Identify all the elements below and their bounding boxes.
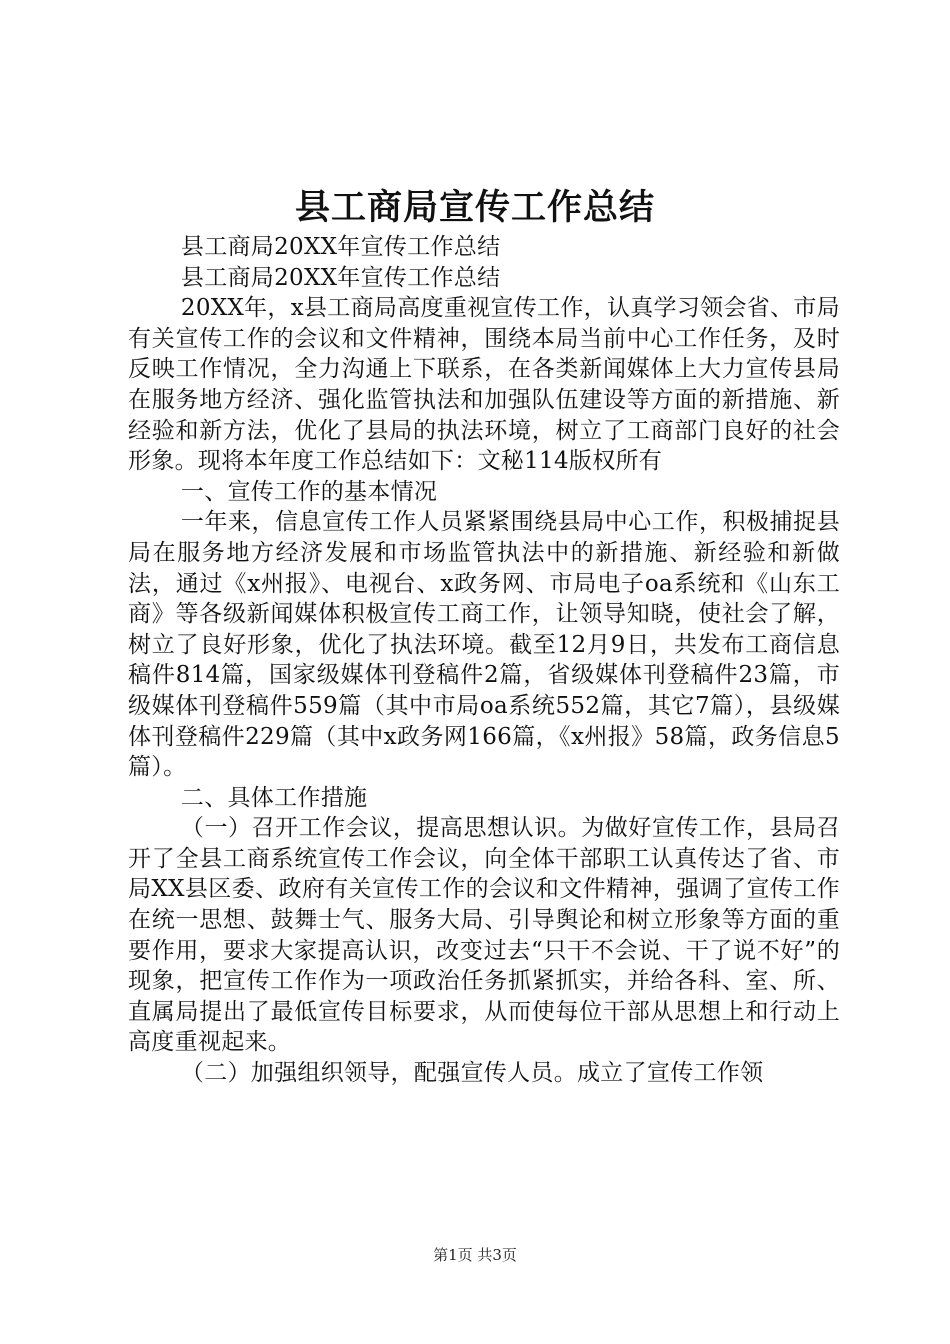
body-paragraph: 一年来，信息宣传工作人员紧紧围绕县局中心工作，积极捕捉县局在服务地方经济发展和市场监管执法中的新措施、新经验和新做法，通过《x州报》、电视台、x政务网、市局电子oa系统和《山东工商》等各级新闻媒体积极宣传工商工作，让领导知晓，使社会了解，树立了良好形象，优化了执法环境。截至12月9日，共发布工商信息稿件814篇，国家级媒体刊登稿件2篇，省级媒体刊登稿件23篇，市级媒体刊登稿件559篇（其中市局oa系统552篇，其它7篇），县级媒体刊登稿件229篇（其中x政务网166篇，《x州报》58篇，政务信息5篇）。 xyxy=(128,509,840,781)
body-paragraph: （一）召开工作会议，提高思想认识。为做好宣传工作，县局召开了全县工商系统宣传工作会议，向全体干部职工认真传达了省、市局XX县区委、政府有关宣传工作的会议和文件精神，强调了宣传工作在统一思想、鼓舞士气、服务大局、引导舆论和树立形象等方面的重要作用，要求大家提高认识，改变过去“只干不会说、干了说不好”的现象，把宣传工作作为一项政治任务抓紧抓实，并给各科、室、所、直属局提出了最低宣传目标要求，从而使每位干部从思想上和行动上高度重视起来。 xyxy=(128,815,840,1056)
section-heading: 二、具体工作措施 xyxy=(180,784,368,811)
section-heading: 一、宣传工作的基本情况 xyxy=(180,478,438,505)
body-paragraph: （二）加强组织领导，配强宣传人员。成立了宣传工作领 xyxy=(180,1060,764,1087)
document-body xyxy=(128,232,840,1089)
subtitle-line: 县工商局20XX年宣传工作总结 xyxy=(180,234,501,260)
document-title: 县工商局宣传工作总结 xyxy=(294,187,655,228)
intro-paragraph: 20XX年，x县工商局高度重视宣传工作，认真学习领会省、市局有关宣传工作的会议和文件精神，围绕本局当前中心工作任务，及时反映工作情况，全力沟通上下联系，在各类新闻媒体上大力宣传县局在服务地方经济、强化监管执法和加强队伍建设等方面的新措施、新经验和新方法，优化了县局的执法环境，树立了工商部门良好的社会形象。现将本年度工作总结如下：文秘114版权所有 xyxy=(128,295,840,475)
page-footer: 第1页 共3页 xyxy=(433,1246,517,1264)
subtitle-line: 县工商局20XX年宣传工作总结 xyxy=(180,264,501,291)
